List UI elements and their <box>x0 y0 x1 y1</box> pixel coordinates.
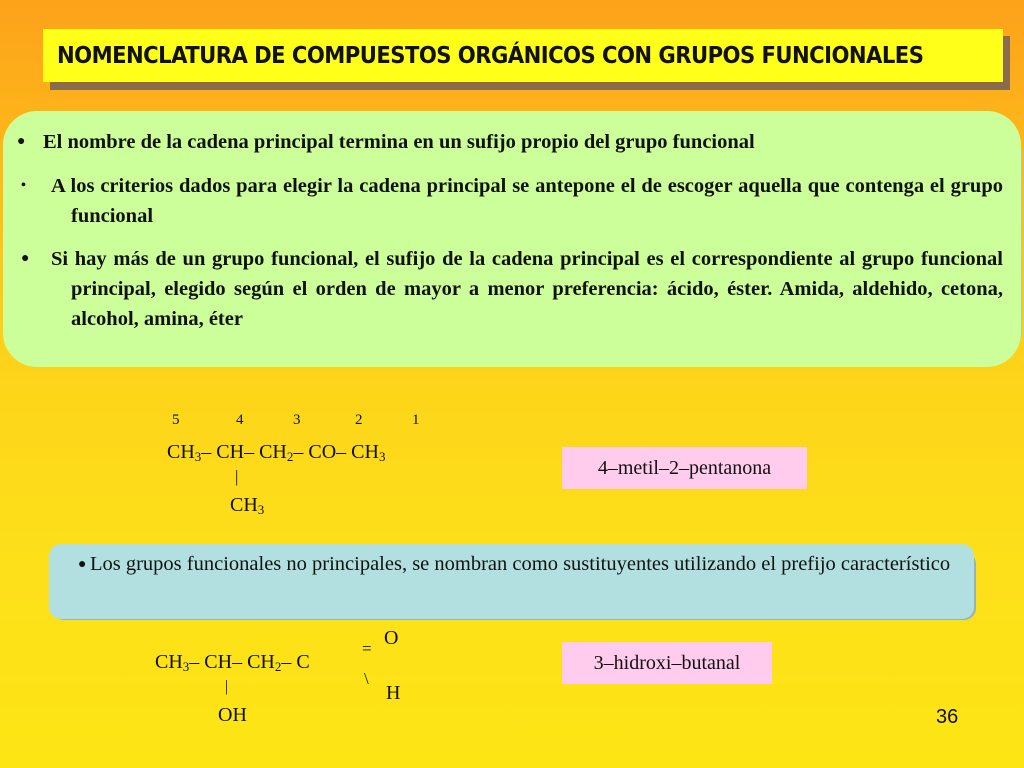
formula-branch: $CH_3$ <box>230 494 265 517</box>
page-number: 36 <box>936 706 959 728</box>
hydrogen-atom: H <box>386 682 401 704</box>
rule-item <box>15 127 1003 157</box>
carbon-number: 4 <box>236 412 244 428</box>
compound-name-box <box>562 642 772 684</box>
rules-box <box>3 111 1021 367</box>
oxygen-atom: O <box>384 627 399 649</box>
bullet-icon: ● <box>21 251 30 266</box>
single-bond: \ <box>364 669 369 688</box>
bullet-icon: • <box>21 178 26 193</box>
formula-branch-bond: | <box>235 467 239 486</box>
note-item <box>63 550 960 579</box>
compound-name-box <box>562 447 807 489</box>
formula-branch-bond: | <box>225 678 229 695</box>
carbon-number: 3 <box>293 412 301 428</box>
slide-title: NOMENCLATURA DE COMPUESTOS ORGÁNICOS CON GRUPOS FUNCIONALES <box>57 42 924 69</box>
rule-text: A los criterios dados para elegir la cadena principal se antepone el de escoger aquella que contenga el grupo funcional <box>51 175 1003 227</box>
double-bond: = <box>362 639 372 658</box>
compound-name: 3–hidroxi–butanal <box>593 651 741 674</box>
note-text: Los grupos funcionales no principales, se nombran como sustituyentes utilizando el prefijo característico <box>89 553 951 575</box>
carbon-number: 2 <box>355 412 363 428</box>
carbon-number: 1 <box>412 412 420 428</box>
carbon-number: 5 <box>172 412 180 428</box>
rule-text: El nombre de la cadena principal termina en un sufijo propio del grupo funcional <box>43 131 755 153</box>
rule-item <box>15 244 1003 334</box>
note-box <box>49 544 974 619</box>
title-bar <box>43 29 1003 82</box>
formula-main-chain: $CH_3-$ CH– $CH_2-$ CO– $CH_3$ <box>167 441 386 464</box>
formula-branch: OH <box>218 704 247 726</box>
compound-name: 4–metil–2–pentanona <box>597 456 772 479</box>
formula-main-chain: $CH_3-$ CH– $CH_2-$ C <box>155 651 310 674</box>
rule-item <box>15 171 1003 231</box>
bullet-icon: ● <box>17 134 26 149</box>
rule-text: Si hay más de un grupo funcional, el sufijo de la cadena principal es el correspondiente al grupo funcional principal, elegido según el orden de mayor a menor preferencia: ácido, éster. Amida, aldehido, cetona, alcohol, amina, éter <box>51 248 1003 330</box>
bullet-icon: ● <box>78 557 90 572</box>
